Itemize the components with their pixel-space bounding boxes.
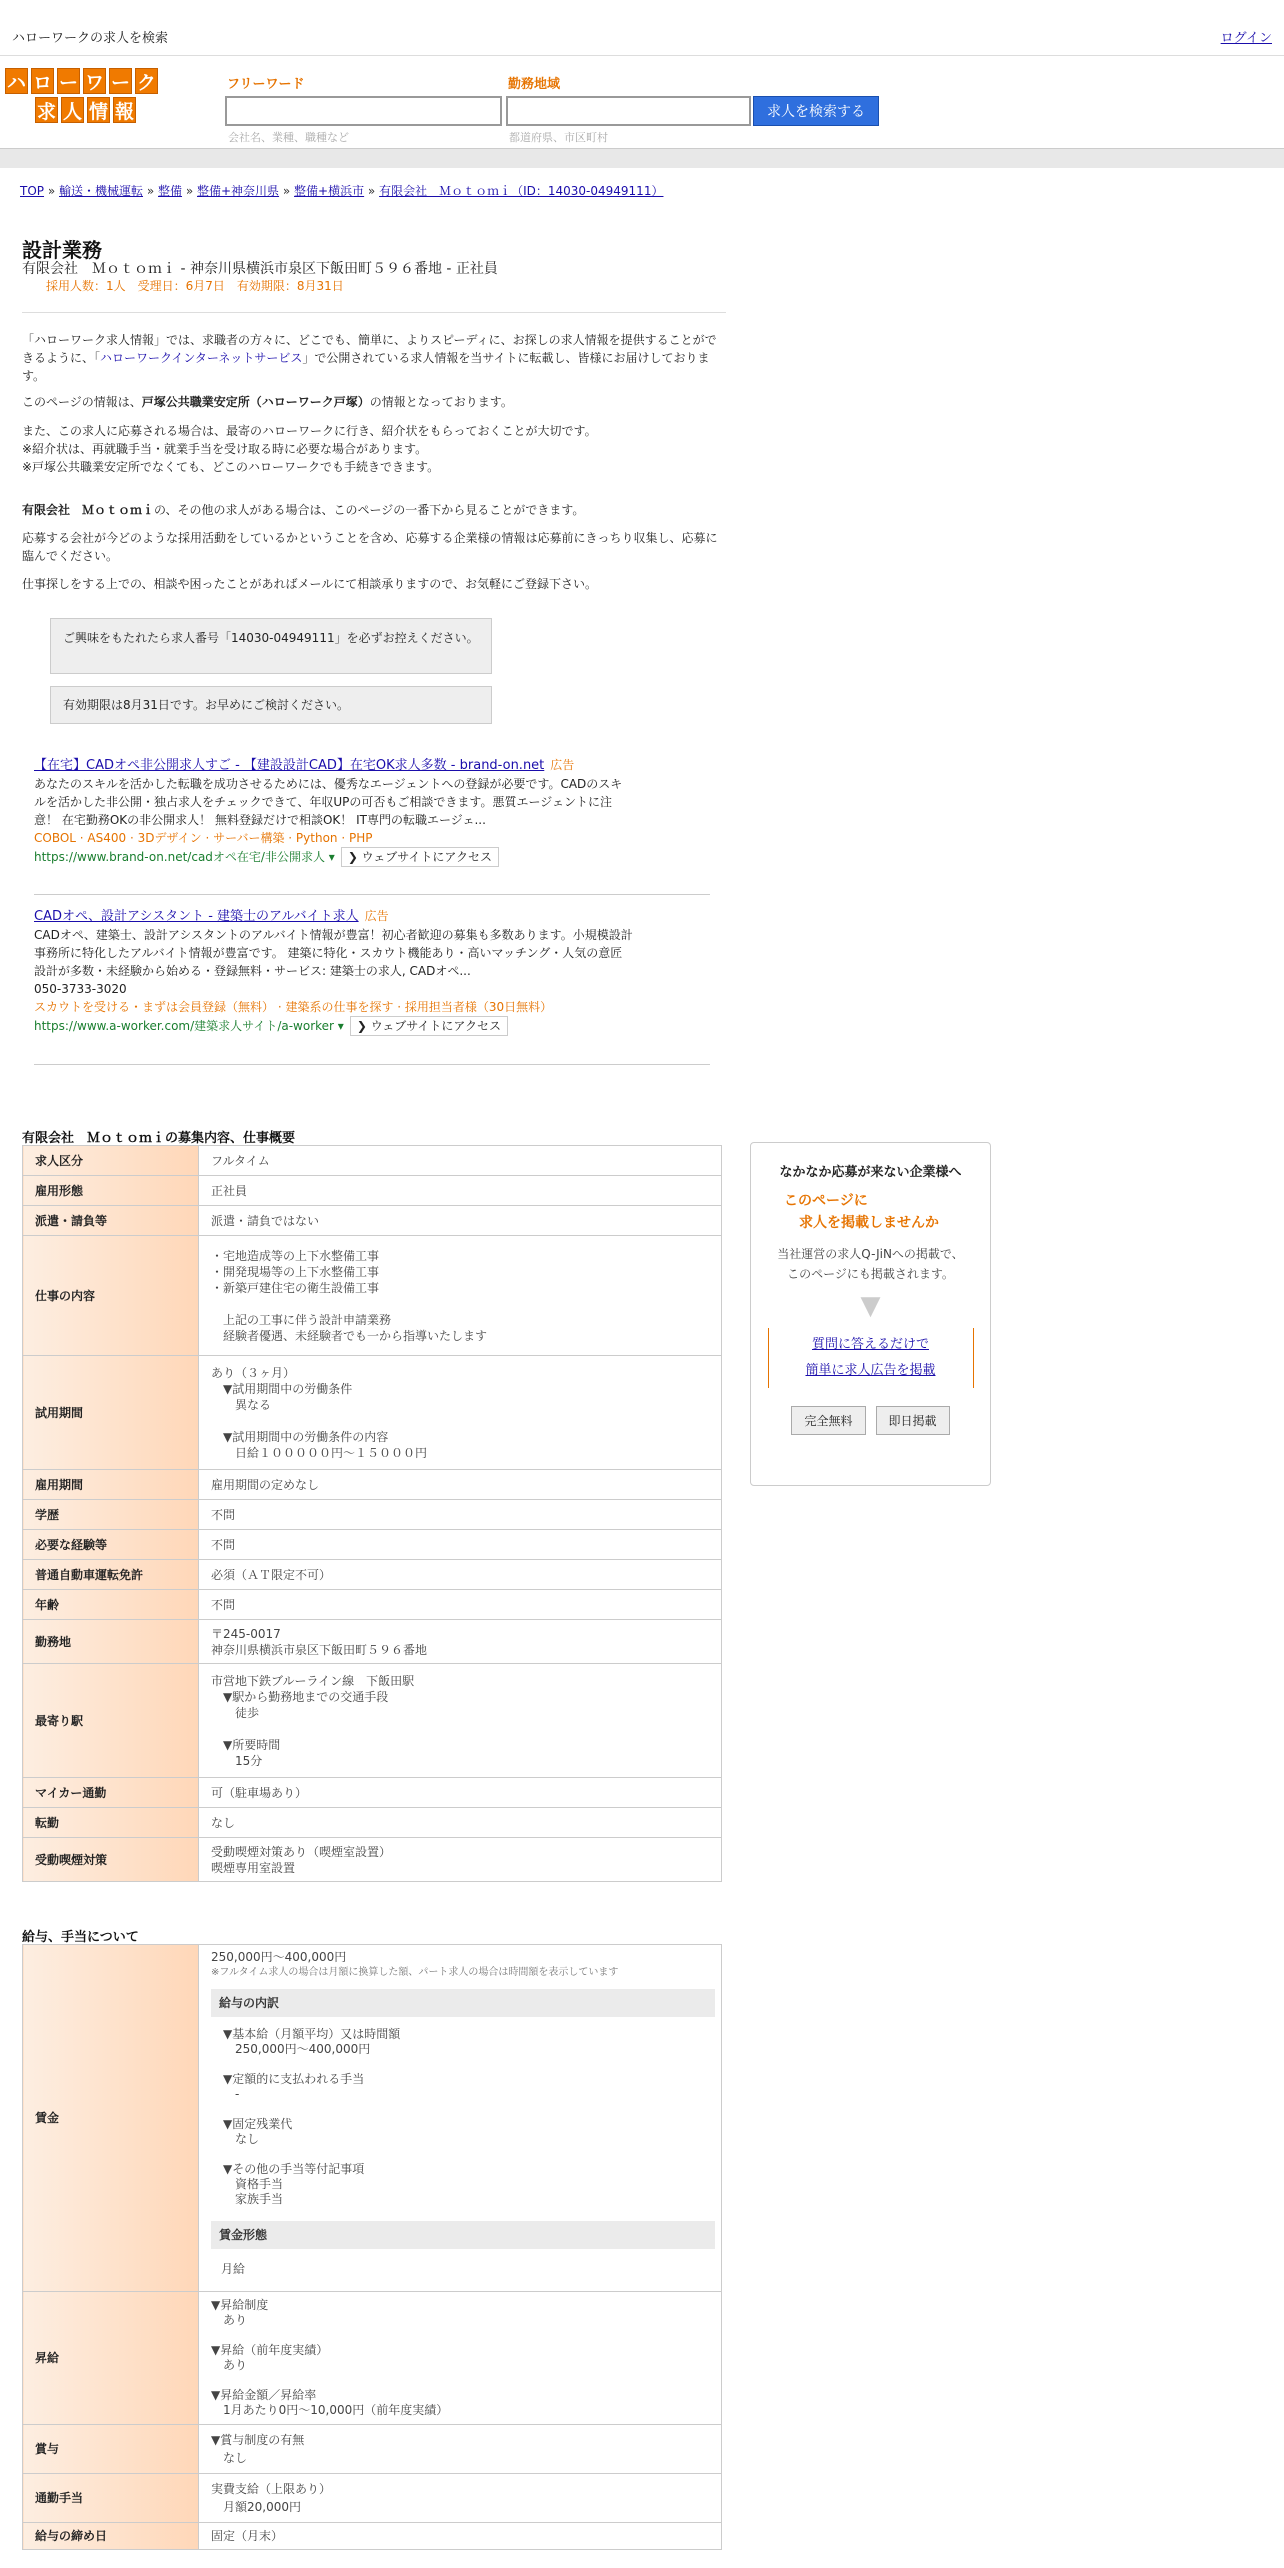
breadcrumb-link[interactable]: 有限会社 Ｍｏｔｏｍｉ（ID：14030-04949111） xyxy=(379,184,664,198)
ad-item xyxy=(34,907,634,1036)
row-value: 不問 xyxy=(199,1590,722,1620)
row-value: ・宅地造成等の上下水整備工事 ・開発現場等の上下水整備工事 ・新築戸建住宅の衛生設備工事 上記の工事に伴う設計申請業務 経験者優遇、未経験者でも一から指導いたします xyxy=(199,1236,722,1356)
wage-note: ※フルタイム求人の場合は月額に換算した額、パート求人の場合は時間額を表示しています xyxy=(211,1967,619,1978)
wage-form: 月給 xyxy=(221,2262,246,2276)
area-hint: 都道府県、市区町村 xyxy=(509,131,608,144)
logo-letter: 報 xyxy=(113,97,136,123)
keyword-input[interactable] xyxy=(225,96,502,126)
table-row xyxy=(23,2292,722,2425)
ad-title[interactable]: CADオペ、設計アシスタント - 建築士のアルバイト求人 xyxy=(34,909,359,924)
hellowork-link[interactable]: ハローワークインターネットサービス xyxy=(100,351,303,365)
logo-letter: 情 xyxy=(87,97,110,123)
row-label: 勤務地 xyxy=(23,1620,199,1664)
notice-job-number: ご興味をもたれたら求人番号「14030-04949111」を必ずお控えください。 xyxy=(50,618,492,674)
free-button[interactable]: 完全無料 xyxy=(791,1406,865,1435)
row-value: 市営地下鉄ブルーライン線 下飯田駅 ▼駅から勤務地までの交通手段 徒歩 ▼所要時間 15分 xyxy=(199,1664,722,1778)
row-value: 〒245-0017 神奈川県横浜市泉区下飯田町５９６番地 xyxy=(199,1620,722,1664)
login-link[interactable]: ログイン xyxy=(1220,31,1272,46)
row-label: 年齢 xyxy=(23,1590,199,1620)
promo-link-post-ad[interactable]: 簡単に求人広告を掲載 xyxy=(805,1363,936,1378)
row-label: 賃金 xyxy=(23,1945,199,2292)
row-value: フルタイム xyxy=(199,1146,722,1176)
table-row xyxy=(23,1236,722,1356)
table-row xyxy=(23,1560,722,1590)
table-row xyxy=(23,1664,722,1778)
notice-expiry: 有効期限は8月31日です。お早めにご検討ください。 xyxy=(50,686,492,724)
row-label: 試用期間 xyxy=(23,1356,199,1470)
row-value: あり（３ヶ月） ▼試用期間中の労働条件 異なる ▼試用期間中の労働条件の内容 日給１０００００円～１５０００円 xyxy=(199,1356,722,1470)
job-overview-table xyxy=(22,1145,722,1882)
row-label: 求人区分 xyxy=(23,1146,199,1176)
table-row xyxy=(23,1146,722,1176)
breadcrumb-link[interactable]: 整備+横浜市 xyxy=(294,184,365,198)
row-label: 受動喫煙対策 xyxy=(23,1838,199,1882)
breadcrumb xyxy=(20,182,663,199)
table-row xyxy=(23,1206,722,1236)
intro-paragraph-4: ※紹介状は、再就職手当・就業手当を受け取る時に必要な場合があります。 xyxy=(22,442,428,456)
divider xyxy=(22,312,726,313)
logo-letter: ハ xyxy=(5,68,28,94)
row-label: 給与の締め日 xyxy=(23,2523,199,2550)
section-title-salary: 給与、手当について xyxy=(22,1930,139,1945)
row-label: 派遣・請負等 xyxy=(23,1206,199,1236)
promo-title: なかなか応募が来ない企業様へ xyxy=(779,1165,962,1180)
table-row xyxy=(23,2523,722,2550)
ad-visit-button[interactable]: ❯ ウェブサイトにアクセス xyxy=(341,847,499,867)
row-value: 不問 xyxy=(199,1500,722,1530)
breadcrumb-link[interactable]: 整備+神奈川県 xyxy=(197,184,280,198)
table-row xyxy=(23,1838,722,1882)
breadcrumb-link[interactable]: 輸送・機械運転 xyxy=(59,184,144,198)
area-label: 勤務地域 xyxy=(508,77,561,92)
top-bar xyxy=(0,0,1284,56)
logo-letter: ワ xyxy=(83,68,106,94)
table-row xyxy=(23,1500,722,1530)
promo-description: 当社運営の求人Q-JiNへの掲載で、 このページにも掲載されます。 xyxy=(777,1247,964,1281)
ad-item xyxy=(34,756,634,867)
row-value: 実費支給（上限あり） 月額20,000円 xyxy=(199,2474,722,2523)
row-value: 正社員 xyxy=(199,1176,722,1206)
ad-badge: 広告 xyxy=(550,758,575,772)
row-label: 転勤 xyxy=(23,1808,199,1838)
arrow-down-icon: ▼ xyxy=(860,1291,881,1321)
logo-letter: 求 xyxy=(35,97,58,123)
table-row xyxy=(23,1778,722,1808)
ad-phone: 050-3733-3020 xyxy=(34,982,127,996)
row-label: 雇用形態 xyxy=(23,1176,199,1206)
table-row xyxy=(23,1945,722,2292)
row-value: 必須（ＡＴ限定不可） xyxy=(199,1560,722,1590)
promo-box xyxy=(750,1142,991,1486)
table-row xyxy=(23,1176,722,1206)
logo-letter: ロ xyxy=(31,68,54,94)
intro-paragraph-1: 「ハローワーク求人情報」では、求職者の方々に、どこでも、簡単に、よりスピーディに、お探しの求人情報を提供することができるように、「ハローワークインターネットサービス」で公開されている求人情報を当サイトに転載し、皆様にお届けしております。 xyxy=(22,333,717,383)
ad-separator xyxy=(34,1064,710,1065)
logo-letter: ク xyxy=(135,68,158,94)
area-input[interactable] xyxy=(506,96,751,126)
ad-separator xyxy=(34,894,710,895)
row-value: ▼賞与制度の有無 なし xyxy=(199,2425,722,2474)
site-title: ハローワークの求人を検索 xyxy=(12,31,169,46)
wage-form-heading: 賃金形態 xyxy=(211,2221,715,2249)
wage-range: 250,000円〜400,000円 xyxy=(211,1950,347,1964)
ad-tags[interactable]: COBOL · AS400 · 3Dデザイン · サーバー構築 · Python · PHP xyxy=(34,831,373,845)
table-row xyxy=(23,2474,722,2523)
breakdown-heading: 給与の内訳 xyxy=(211,1989,715,2017)
table-row xyxy=(23,1470,722,1500)
intro-paragraph-3: また、この求人に応募される場合は、最寄のハローワークに行き、紹介状をもらっておくことが大切です。 xyxy=(22,424,597,438)
row-label: 昇給 xyxy=(23,2292,199,2425)
section-title-job-overview: 有限会社 Ｍｏｔｏｍｉの募集内容、仕事概要 xyxy=(22,1131,296,1146)
table-row xyxy=(23,1620,722,1664)
job-title: 設計業務 xyxy=(22,238,102,262)
row-value: なし xyxy=(199,1808,722,1838)
logo-letter: 人 xyxy=(61,97,84,123)
breakdown-details: ▼基本給（月額平均）又は時間額 250,000円〜400,000円 ▼定額的に支払われる手当 - ▼固定残業代 なし ▼その他の手当等付記事項 資格手当 家族手当 xyxy=(223,2027,401,2206)
row-label: 最寄り駅 xyxy=(23,1664,199,1778)
table-row xyxy=(23,1590,722,1620)
row-value: 固定（月末） xyxy=(199,2523,722,2550)
intro-paragraph-5: ※戸塚公共職業安定所でなくても、どこのハローワークでも手続きできます。 xyxy=(22,460,440,474)
site-logo[interactable] xyxy=(5,68,181,124)
row-value: 派遣・請負ではない xyxy=(199,1206,722,1236)
row-label: 普通自動車運転免許 xyxy=(23,1560,199,1590)
breadcrumb-separator: » xyxy=(182,184,197,198)
row-label: 通勤手当 xyxy=(23,2474,199,2523)
breadcrumb-separator: » xyxy=(364,184,380,198)
breadcrumb-separator: » xyxy=(279,184,295,198)
table-row xyxy=(23,1530,722,1560)
ad-badge: 広告 xyxy=(364,909,389,923)
table-row xyxy=(23,1356,722,1470)
ad-url[interactable]: https://www.brand-on.net/cadオペ在宅/非公開求人 ▾ xyxy=(34,850,335,864)
row-label: マイカー通勤 xyxy=(23,1778,199,1808)
table-row xyxy=(23,1808,722,1838)
row-value: 不問 xyxy=(199,1530,722,1560)
job-subtitle: 有限会社 Ｍｏｔｏｍｉ - 神奈川県横浜市泉区下飯田町５９６番地 - 正社員 xyxy=(22,261,498,277)
ad-description: あなたのスキルを活かした転職を成功させるためには、優秀なエージェントへの登録が必要です。CADのスキルを活かした非公開・独占求人をチェックできて、年収UPの可否もご相談できます。悪質エージェントに注意！ 在宅勤務OKの非公開求人！ 無料登録だけで相談OK！ IT専門の転職エージェ... xyxy=(34,777,623,827)
header-divider xyxy=(0,148,1284,168)
row-value: 雇用期間の定めなし xyxy=(199,1470,722,1500)
ad-url[interactable]: https://www.a-worker.com/建築求人サイト/a-worker ▾ xyxy=(34,1019,344,1033)
row-label: 雇用期間 xyxy=(23,1470,199,1500)
row-label: 必要な経験等 xyxy=(23,1530,199,1560)
ad-visit-button[interactable]: ❯ ウェブサイトにアクセス xyxy=(350,1016,508,1036)
breadcrumb-link[interactable]: TOP xyxy=(20,184,45,198)
keyword-hint: 会社名、業種、職種など xyxy=(228,131,349,144)
row-label: 仕事の内容 xyxy=(23,1236,199,1356)
same-day-button[interactable]: 即日掲載 xyxy=(876,1406,950,1435)
intro-paragraph-2: このページの情報は、戸塚公共職業安定所（ハローワーク戸塚）の情報となっております。 xyxy=(22,395,513,409)
promo-link-questions[interactable]: 質問に答えるだけで xyxy=(811,1337,929,1352)
row-label: 学歴 xyxy=(23,1500,199,1530)
breadcrumb-separator: » xyxy=(44,184,59,198)
table-row xyxy=(23,2425,722,2474)
row-value: ▼昇給制度 あり ▼昇給（前年度実績） あり ▼昇給金額／昇給率 1月あたり0円〜10,000円（前年度実績） xyxy=(199,2292,722,2425)
promo-headline: このページに 求人を掲載しませんか xyxy=(784,1193,939,1231)
breadcrumb-separator: » xyxy=(143,184,158,198)
salary-table xyxy=(22,1944,722,2550)
ad-description: CADオペ、建築士、設計アシスタントのアルバイト情報が豊富！初心者歓迎の募集も多数あります。小規模設計事務所に特化したアルバイト情報が豊富です。 建築に特化・スカウト機能あり・高いマッチング・人気の意匠設計が多数・未経験から始める・登録無料・サービス: 建築士の求人, CADオペ... xyxy=(34,928,633,978)
ad-tags[interactable]: スカウトを受ける・まずは会員登録（無料） · 建築系の仕事を探す · 採用担当者様（30日無料） xyxy=(34,1000,553,1014)
intro-paragraph-6: 有限会社 Ｍｏｔｏｍｉの、その他の求人がある場合は、このページの一番下から見ることができます。 xyxy=(22,503,585,517)
logo-letter: ー xyxy=(109,68,132,94)
row-value: 受動喫煙対策あり（喫煙室設置） 喫煙専用室設置 xyxy=(199,1838,722,1882)
intro-paragraph-7: 応募する会社が今どのような採用活動をしているかということを含め、応募する企業様の情報は応募前にきっちり収集し、応募に臨んでください。 xyxy=(22,531,718,563)
search-button[interactable]: 求人を検索する xyxy=(753,96,879,126)
wage-cell xyxy=(199,1945,722,2292)
promo-links xyxy=(768,1328,974,1388)
row-value: 可（駐車場あり） xyxy=(199,1778,722,1808)
row-label: 賞与 xyxy=(23,2425,199,2474)
intro-paragraph-8: 仕事探しをする上での、相談や困ったことがあればメールにて相談承りますので、お気軽にご登録下さい。 xyxy=(22,577,598,591)
logo-letter: ー xyxy=(57,68,80,94)
ad-title[interactable]: 【在宅】CADオペ非公開求人すご - 【建設設計CAD】在宅OK求人多数 - brand-on.net xyxy=(34,758,545,773)
keyword-label: フリーワード xyxy=(227,77,305,92)
breadcrumb-link[interactable]: 整備 xyxy=(158,184,183,198)
job-meta: 採用人数：1人 受理日：6月7日 有効期限：8月31日 xyxy=(46,279,344,293)
